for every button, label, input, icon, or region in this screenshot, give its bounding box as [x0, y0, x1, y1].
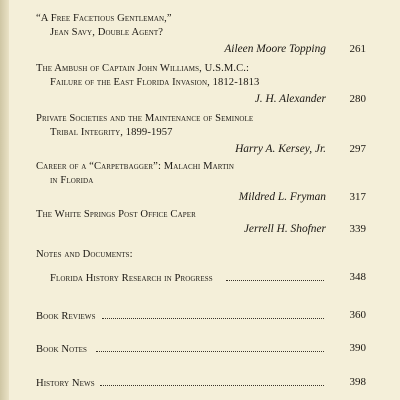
toc-entry: [36, 62, 366, 106]
entry-author: Jerrell H. Shofner: [243, 223, 326, 235]
entry-page-number: 348: [349, 271, 366, 283]
entry-page-number: 339: [349, 223, 366, 235]
entry-title-line: Career of a “Carpetbagger”: Malachi Martin: [36, 161, 235, 172]
toc-dotted-entry: [36, 308, 366, 322]
entry-page-number: 390: [349, 342, 366, 354]
toc-entry: [36, 12, 366, 56]
toc-dotted-entry: [36, 375, 366, 389]
notes-heading: Notes and Documents:: [36, 249, 133, 260]
entry-page-number: 317: [349, 191, 366, 203]
entry-title-line: “A Free Facetious Gentleman,”: [36, 13, 172, 24]
entry-page-number: 360: [349, 309, 366, 321]
entry-page-number: 398: [349, 376, 366, 388]
entry-title: Book Notes: [36, 344, 88, 355]
entry-author: J. H. Alexander: [254, 93, 326, 105]
toc-dotted-entry: [36, 270, 366, 284]
entry-page-number: 280: [349, 93, 366, 105]
entry-title-line: Private Societies and the Maintenance of Seminole: [36, 113, 254, 124]
entry-author: Mildred L. Fryman: [238, 191, 326, 203]
toc-dotted-entry: [36, 341, 366, 355]
entry-title-line: Failure of the East Florida Invasion, 1812-1813: [50, 77, 260, 88]
entry-title-line: in Florida: [50, 175, 94, 186]
entry-author: Harry A. Kersey, Jr.: [235, 143, 326, 155]
toc-entry: [36, 112, 366, 156]
entry-page-number: 297: [349, 143, 366, 155]
entry-title-line: The Ambush of Captain John Williams, U.S.M.C.:: [36, 63, 250, 74]
entry-title-line: The White Springs Post Office Caper: [36, 209, 196, 220]
entry-title-line: Jean Savy, Double Agent?: [50, 27, 164, 38]
leader-dots: [226, 280, 324, 281]
entry-page-number: 261: [349, 43, 366, 55]
toc-entry: [36, 160, 366, 204]
leader-dots: [100, 385, 324, 386]
leader-dots: [102, 318, 324, 319]
page-edge: [0, 0, 9, 400]
entry-title: Book Reviews: [36, 311, 96, 322]
entry-title-line: Tribal Integrity, 1899-1957: [50, 127, 173, 138]
notes-section: [36, 248, 366, 262]
toc-entry: [36, 208, 366, 236]
leader-dots: [96, 351, 324, 352]
entry-author: Aileen Moore Topping: [224, 43, 326, 55]
entry-title: Florida History Research in Progress: [50, 273, 213, 284]
entry-title: History News: [36, 378, 95, 389]
